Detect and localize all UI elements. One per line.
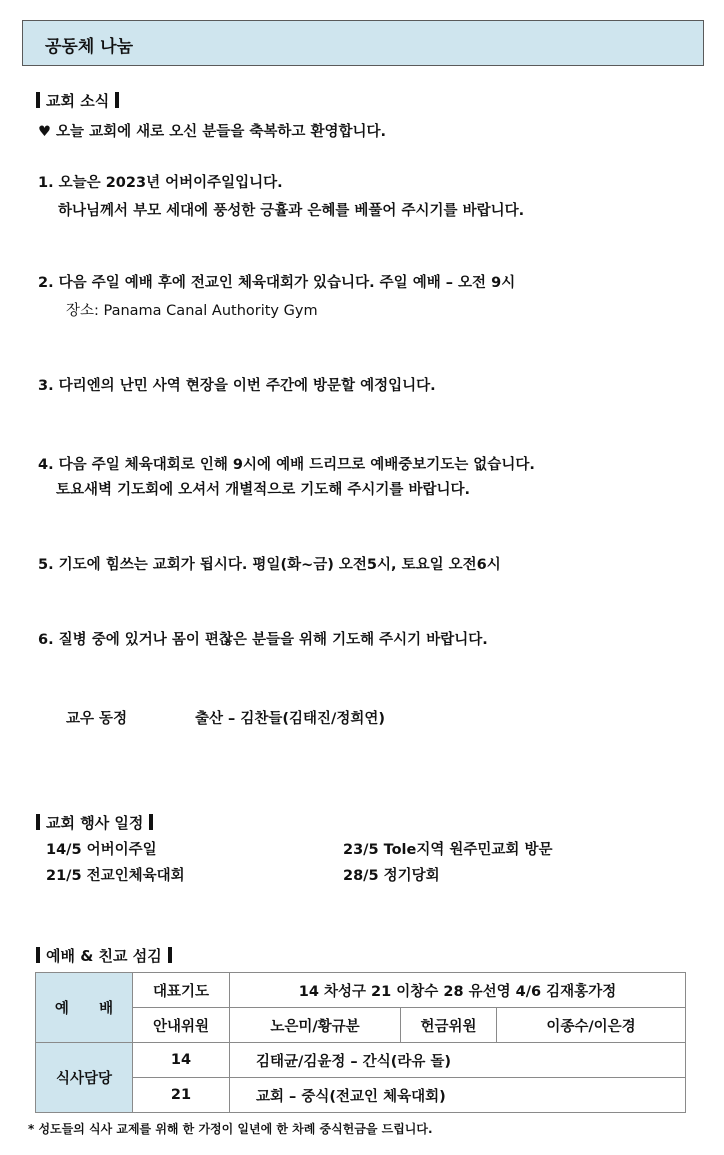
meal-value: 김태균/김윤정 – 간식(라유 돌) — [230, 1043, 686, 1078]
news-item-2-line1: 2. 다음 주일 예배 후에 전교인 체육대회가 있습니다. 주일 예배 – 오전 9시 — [38, 275, 516, 291]
offering-label: 헌금위원 — [401, 1008, 497, 1043]
news-item-1-line2: 하나님께서 부모 세대에 풍성한 긍휼과 은혜를 베풀어 주시기를 바랍니다. — [58, 203, 525, 219]
heading-bar-right — [168, 947, 172, 963]
rep-prayer-label: 대표기도 — [133, 973, 230, 1008]
news-item-3-line1: 3. 다리엔의 난민 사역 현장을 이번 주간에 방문할 예정입니다. — [38, 378, 436, 394]
news-item-6-line1: 6. 질병 중에 있거나 몸이 편찮은 분들을 위해 기도해 주시기 바랍니다. — [38, 632, 488, 648]
heading-bar-left — [36, 814, 40, 830]
page-title: 공동체 나눔 — [45, 37, 134, 57]
member-news-label: 교우 동정 — [66, 711, 128, 727]
heading-bar-left — [36, 947, 40, 963]
news-item-5-line1: 5. 기도에 힘쓰는 교회가 됩시다. 평일(화~금) 오전5시, 토요일 오전6시 — [38, 557, 501, 573]
event-item: 21/5 전교인체육대회 — [46, 868, 185, 884]
meal-label: 식사담당 — [36, 1043, 133, 1113]
meal-value: 교회 – 중식(전교인 체육대회) — [230, 1078, 686, 1113]
member-news-value: 출산 – 김찬들(김태진/정희연) — [195, 711, 385, 727]
news-item-4-line1: 4. 다음 주일 체육대회로 인해 9시에 예배 드리므로 예배중보기도는 없습니다. — [38, 457, 535, 473]
event-item: 14/5 어버이주일 — [46, 842, 157, 858]
meal-date: 21 — [133, 1078, 230, 1113]
events-heading: 교회 행사 일정 — [36, 812, 153, 833]
offering-value: 이종수/이은경 — [497, 1008, 686, 1043]
service-heading: 예배 & 친교 섬김 — [36, 945, 172, 966]
event-item: 28/5 정기당회 — [343, 868, 440, 884]
news-item-4-line2: 토요새벽 기도회에 오셔서 개별적으로 기도해 주시기를 바랍니다. — [56, 482, 470, 498]
meal-date: 14 — [133, 1043, 230, 1078]
usher-value: 노은미/황규분 — [230, 1008, 401, 1043]
news-item-1-line1: 1. 오늘은 2023년 어버이주일입니다. — [38, 175, 283, 191]
event-item: 23/5 Tole지역 원주민교회 방문 — [343, 842, 553, 858]
header-bar — [22, 20, 704, 66]
usher-label: 안내위원 — [133, 1008, 230, 1043]
church-news-heading: 교회 소식 — [36, 90, 119, 111]
heading-bar-right — [149, 814, 153, 830]
welcome-text: ♥ 오늘 교회에 새로 오신 분들을 축복하고 환영합니다. — [38, 124, 386, 140]
news-item-2-line2: 장소: Panama Canal Authority Gym — [66, 303, 318, 319]
service-table — [35, 972, 686, 1113]
heading-bar-left — [36, 92, 40, 108]
service-footnote: * 성도들의 식사 교제를 위해 한 가정이 일년에 한 차례 중식헌금을 드립니다. — [28, 1122, 433, 1136]
heading-bar-right — [115, 92, 119, 108]
rep-prayer-value: 14 차성구 21 이창수 28 유선영 4/6 김재홍가정 — [230, 973, 686, 1008]
worship-label: 예 배 — [36, 973, 133, 1043]
